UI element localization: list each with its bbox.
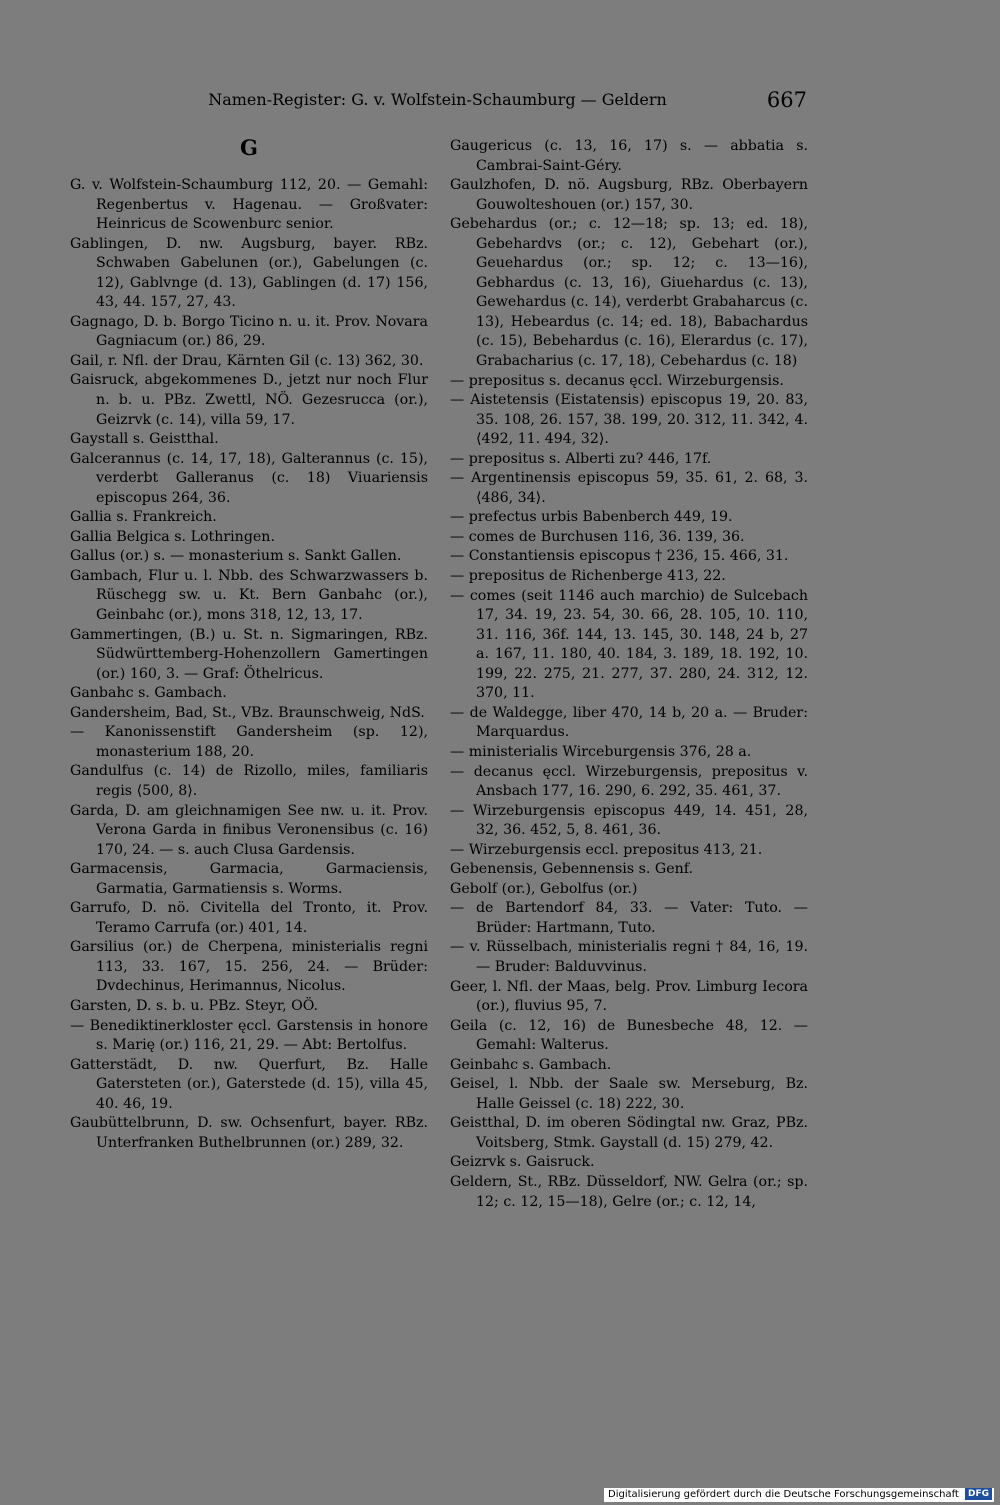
index-entry: Geistthal, D. im oberen Södingtal nw. Graz, PBz. Voitsberg, Stmk. Gaystall (d. 15) 279, 42. (450, 1115, 808, 1151)
index-entry: Gaugericus (c. 13, 16, 17) s. — abbatia s. Cambrai-Saint-Géry. (450, 138, 808, 174)
index-entry: Gandersheim, Bad, St., VBz. Braunschweig, NdS. (70, 704, 425, 721)
index-entry: — prepositus s. decanus ęccl. Wirzeburgensis. (450, 372, 784, 389)
index-entry: Gaulzhofen, D. nö. Augsburg, RBz. Oberbayern Gouwolteshouen (or.) 157, 30. (450, 177, 808, 213)
index-entry: Garsten, D. s. b. u. PBz. Steyr, OÖ. (70, 997, 319, 1014)
index-entry: — Argentinensis episcopus 59, 35. 61, 2. 68, 3. ⟨486, 34⟩. (450, 470, 808, 506)
index-entry: Gail, r. Nfl. der Drau, Kärnten Gil (c. 13) 362, 30. (70, 352, 424, 369)
index-entry: Gallus (or.) s. — monasterium s. Sankt Gallen. (70, 548, 402, 565)
index-entry: — Wirzeburgensis eccl. prepositus 413, 21. (450, 841, 763, 858)
index-entry: — Kanonissenstift Gandersheim (sp. 12), monasterium 188, 20. (70, 724, 428, 760)
left-column (70, 176, 428, 1153)
running-head: Namen-Register: G. v. Wolfstein-Schaumburg — Geldern (208, 90, 667, 109)
index-entry: Galcerannus (c. 14, 17, 18), Galterannus (c. 15), verderbt Galleranus (c. 18) Viuariensis episcopus 264, 36. (70, 450, 428, 506)
index-entry: Geila (c. 12, 16) de Bunesbeche 48, 12. — Gemahl: Walterus. (450, 1017, 808, 1054)
index-entry: — prepositus de Richenberge 413, 22. (450, 568, 726, 585)
index-entry: — prepositus s. Alberti zu? 446, 17f. (450, 450, 712, 467)
index-entry: Gambach, Flur u. l. Nbb. des Schwarzwassers b. Rüschegg sw. u. Kt. Bern Ganbahc (or.), Geinbahc (or.), mons 318, 12, 13, 17. (70, 567, 428, 624)
index-entry: Garsilius (or.) de Cherpena, ministerialis regni 113, 33. 167, 15. 256, 24. — Brüder: Dvdechinus, Herimannus, Nicolus. (70, 939, 428, 995)
index-entry: Gallia Belgica s. Lothringen. (70, 528, 275, 545)
index-entry: Geizrvk s. Gaisruck. (450, 1154, 595, 1171)
index-entry: Geldern, St., RBz. Düsseldorf, NW. Gelra (or.; sp. 12; c. 12, 15—18), Gelre (or.; c. 12, 14, (450, 1173, 808, 1210)
index-entry: — Constantiensis episcopus † 236, 15. 466, 31. (450, 548, 789, 565)
index-entry: Ganbahc s. Gambach. (70, 685, 227, 702)
index-entry: Gebenensis, Gebennensis s. Genf. (450, 861, 694, 878)
index-entry: Gagnago, D. b. Borgo Ticino n. u. it. Prov. Novara Gagniacum (or.) 86, 29. (70, 313, 428, 350)
index-entry: Gaystall s. Geistthal. (70, 431, 219, 448)
index-entry: — Benediktinerkloster ęccl. Garstensis in honore s. Marię (or.) 116, 21, 29. — Abt: Bertolfus. (70, 1017, 428, 1054)
index-entry: Garmacensis, Garmacia, Garmaciensis, Garmatia, Garmatiensis s. Worms. (70, 861, 428, 897)
index-entry: Geisel, l. Nbb. der Saale sw. Merseburg, Bz. Halle Geissel (c. 18) 222, 30. (450, 1076, 808, 1112)
index-entry: — prefectus urbis Babenberch 449, 19. (450, 509, 733, 526)
index-entry: Gebehardus (or.; c. 12—18; sp. 13; ed. 18), Gebehardvs (or.; c. 12), Gebehart (or.), Geuehardus (or.; sp. 12; c. 13—16), Gebhardus (c. 13, 16), Giuehardus (c. 13), Gewehardus (c. 14), verderbt Grabaharcus (c. 13), Hebeardus (c. 14; ed. 18), Babachardus (c. 15), Bebehardus (c. 16), Elerardus (c. 17), Grabacharius (c. 17, 18), Cebehardus (c. 18) (450, 216, 808, 370)
index-entry: — de Bartendorf 84, 33. — Vater: Tuto. — Brüder: Hartmann, Tuto. (450, 900, 808, 936)
index-entry: Gebolf (or.), Gebolfus (or.) (450, 880, 638, 897)
index-entry: — comes de Burchusen 116, 36. 139, 36. (450, 528, 745, 545)
index-entry: — Wirzeburgensis episcopus 449, 14. 451, 28, 32, 36. 452, 5, 8. 461, 36. (450, 802, 808, 839)
index-entry: — comes (seit 1146 auch marchio) de Sulcebach 17, 34. 19, 23. 54, 30. 66, 28. 105, 10. 110, 31. 116, 36f. 144, 13. 145, 30. 148, 24 b, 27 a. 167, 11. 180, 40. 184, 3. 189, 18. 192, 10. 199, 22. 275, 21. 277, 37. 280, 24. 312, 12. 370, 11. (450, 587, 808, 702)
footer-text: Digitalisierung gefördert durch die Deutsche Forschungsgemeinschaft (608, 1489, 959, 1500)
index-entry: — de Waldegge, liber 470, 14 b, 20 a. — Bruder: Marquardus. (450, 704, 808, 741)
footer-credit (604, 1488, 994, 1502)
index-entry: — decanus ęccl. Wirzeburgensis, prepositus v. Ansbach 177, 16. 290, 6. 292, 35. 461, 37. (450, 763, 808, 800)
index-entry: Gandulfus (c. 14) de Rizollo, miles, familiaris regis ⟨500, 8⟩. (70, 763, 428, 799)
index-entry: G. v. Wolfstein-Schaumburg 112, 20. — Gemahl: Regenbertus v. Hagenau. — Großvater: Heinricus de Scowenburc senior. (70, 177, 428, 233)
right-column (450, 137, 808, 1212)
index-entry: Gaisruck, abgekommenes D., jetzt nur noch Flur n. b. u. PBz. Zwettl, NÖ. Gezesrucca (or.), Geizrvk (c. 14), villa 59, 17. (70, 372, 428, 428)
index-entry: Gallia s. Frankreich. (70, 509, 217, 526)
index-entry: Garrufo, D. nö. Civitella del Tronto, it. Prov. Teramo Carrufa (or.) 401, 14. (70, 900, 428, 936)
index-entry: Gammertingen, (B.) u. St. n. Sigmaringen, RBz. Südwürttemberg-Hohenzollern Gamertingen (or.) 160, 3. — Graf: Öthelricus. (70, 626, 428, 682)
index-entry: Geinbahc s. Gambach. (450, 1056, 612, 1073)
index-entry: Garda, D. am gleichnamigen See nw. u. it. Prov. Verona Garda in finibus Veronensibus (c. 16) 170, 24. — s. auch Clusa Gardensis. (70, 802, 428, 858)
page-number: 667 (766, 88, 807, 112)
index-entry: — Aistetensis (Eistatensis) episcopus 19, 20. 83, 35. 108, 26. 157, 38. 199, 20. 312, 11. 342, 4. ⟨492, 11. 494, 32⟩. (450, 392, 808, 448)
section-letter: G (240, 135, 258, 160)
index-entry: Gablingen, D. nw. Augsburg, bayer. RBz. Schwaben Gabelunen (or.), Gabelungen (c. 12), Gablvnge (d. 13), Gablingen (d. 17) 156, 43, 44. 157, 27, 43. (70, 235, 428, 311)
dfg-logo-icon: DFG (965, 1488, 992, 1500)
index-entry: Geer, l. Nfl. der Maas, belg. Prov. Limburg Iecora (or.), fluvius 95, 7. (450, 978, 808, 1015)
index-entry: — ministerialis Wirceburgensis 376, 28 a. (450, 743, 752, 760)
index-entry: Gaubüttelbrunn, D. sw. Ochsenfurt, bayer. RBz. Unterfranken Buthelbrunnen (or.) 289, 32. (70, 1115, 428, 1151)
index-entry: Gatterstädt, D. nw. Querfurt, Bz. Halle Gatersteten (or.), Gaterstede (d. 15), villa 45, 40. 46, 19. (70, 1056, 428, 1112)
index-entry: — v. Rüsselbach, ministerialis regni † 84, 16, 19. — Bruder: Balduvvinus. (450, 939, 808, 975)
